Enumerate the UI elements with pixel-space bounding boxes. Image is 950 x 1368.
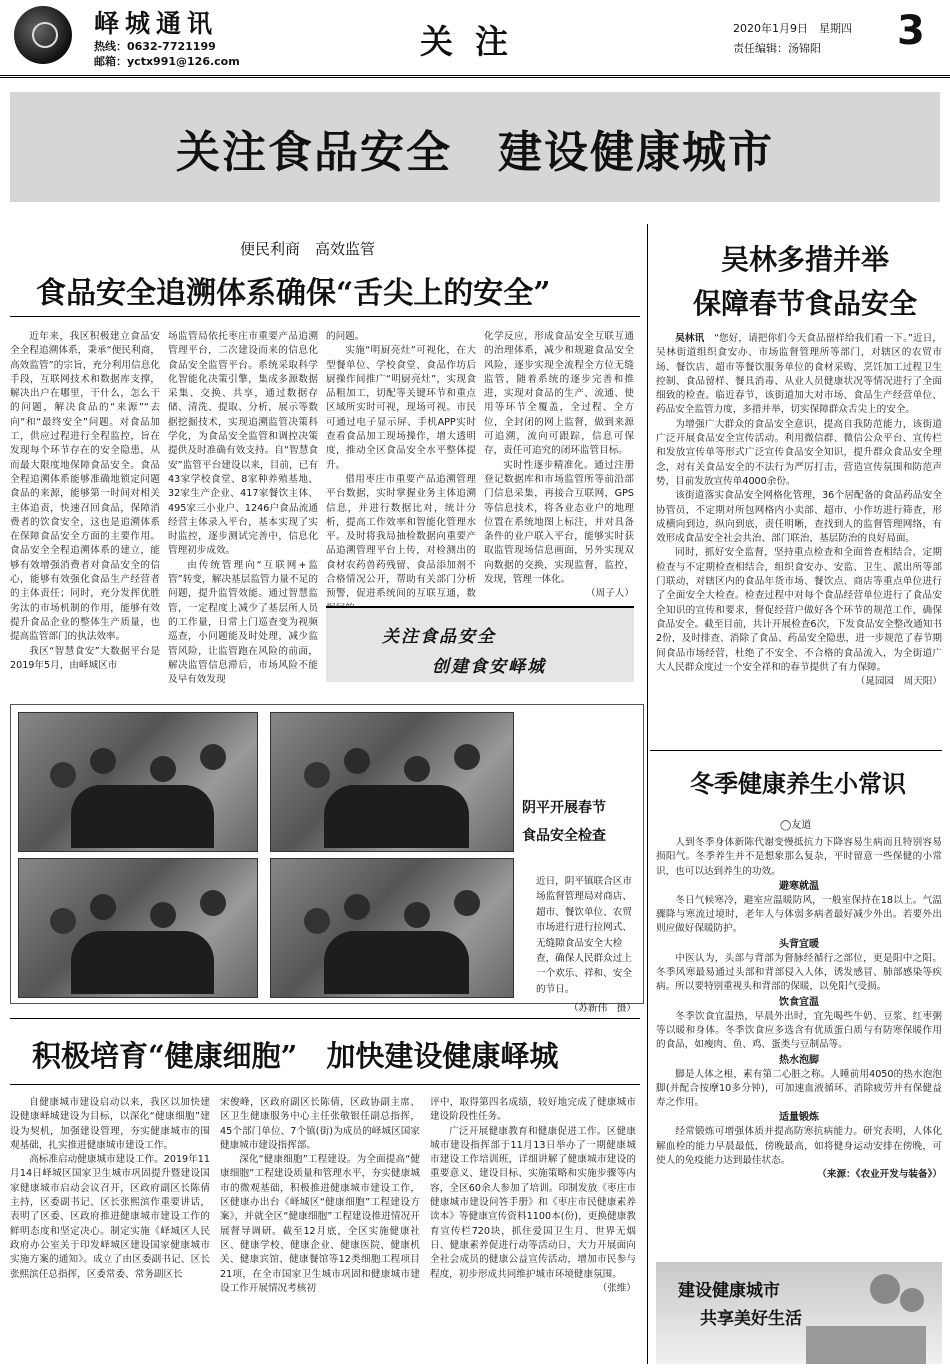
inspection-photo-2 xyxy=(270,712,514,852)
photo-story-caption: 近日，阴平镇联合区市场监督管理局对商店、超市、餐饮单位、农贸市场进行进行拉网式、无缝隙食品安全大检查，确保人民群众过上一个欢乐、祥和、安全的节日。 （苏新伟 摄） xyxy=(536,874,636,1017)
article1-col4: 化学反应，形成食品安全互联互通的治理体系，减少和规避食品安全风险，逐步实现全流程全方位无缝监管，随着系统的逐步完善和推进，实现对食品的生产、流通、使用等环节全覆盖，全过程、全方位，全封闭的网上监督，做到来源可追溯，流向可跟踪，信息可保存，责任可追究的闭环监管目标。 实时性逐步精准化。通过注册登记数据库和市场监管所等前沿部门信息采集，再接合互联网，GPS等信息技术，将各业态业户的地理位置在系统地图上标注，并对具备条件的业户联入平台，能够实时获取监管现场信息画面，另外实现双向数据的交换，实现监督，监控，发现，管理一体化。 （周子人） xyxy=(484,330,634,602)
right-article2-body: 人到冬季身体新陈代谢变慢抵抗力下降容易生病而且特别容易损阳气。冬季养生并不是想象那么复杂，平时留意一些保健的小常识，也可以达到养生的功效。 避寒就温 冬日气候寒冷，避室应温暖防风，一般室保持在18以上。气温骤降与寒流过境时，老年人与体弱多病者最好减少外出。若要外出则应做好保暖防护。 头背宜暖 中医认为，头部与背部为督脉经循行之部位，更是阳中之阳。冬季风寒最易通过头部和背部侵入人体，诱发感冒、肺部感染等疾病。所以要特别重视头和背部的保暖，以免阳气受损。 饮食宜温 冬季饮食宜温热，早晨外出时，宜先喝些牛奶、豆浆、红枣粥等以暖和身体。冬季饮食应多选含有优质蛋白质与有防寒保暖作用的食品，如瘦肉、鱼、鸡、蛋类与豆制品等。 热水泡脚 脚是人体之根，素有第二心脏之称。人睡前用4050的热水泡泡脚(并配合按摩10多分钟)，可加速血液循环、消除疲劳并有保健益寿之作用。 适量锻炼 经常锻炼可增强体质并提高防寒抗病能力。研究表明，人体化解血栓的能力早晨最低，傍晚最高，如将健身运动安排在傍晚，可使人的免疫能力达到最佳状态。 （来源：《农业开发与装备》） xyxy=(656,836,942,1183)
tree-icon xyxy=(870,1274,900,1304)
paper-name: 峄城通讯 xyxy=(94,9,219,38)
article1-headline: 食品安全追溯体系确保“舌尖上的安全” xyxy=(36,276,551,311)
article2-col3: 评中，取得第四名成绩，较好地完成了健康城市建设阶段性任务。 广泛开展健康教育和健康促进工作。区健康城市建设指挥部于11月13日举办了一期健康城市建设工作培训班，详细讲解了健康城市建设的重要意义、建设目标、实施策略和实施步骤等内容，全区60余人参加了培训。印制发放《枣庄市健康城市建设问答手册》和《枣庄市民健康素养读本》等健康宣传资料1100本(份)，更换健康教育宣传栏720块，抓住爱国卫生月、世界无烟日、健康素养促进行动等活动日，大力开展面向全社会成员的健康公益宣传活动，增加市民参与程度，初步形成共同维护城市环境健康氛围。 （张维） xyxy=(430,1096,636,1296)
tree-icon xyxy=(900,1288,924,1312)
ad-line-1: 建设健康城市 xyxy=(678,1281,780,1301)
subhead-2: 头背宜暖 xyxy=(779,938,819,950)
photo-story-title: 阴平开展春节 食品安全检查 xyxy=(522,800,606,844)
inspection-photo-3 xyxy=(18,858,258,998)
right-article1-body: 吴林讯 “您好，请把你们今天食品留样给我们看一下。”近日，吴林街道组织食安办、市场监督管理所等部门，对辖区的农贸市场、餐饮店、超市等餐饮服务单位的食材采购、烹饪加工过程卫生控制、食品留样、餐具消毒、从业人员健康状况等情况进行了全面细致的检查。临近春节，该街道加大对市场、食品生产经营单位、药品安全监管力度，多措并举，切实保障群众舌尖上的安全。 为增强广大群众的食品安全意识，提高自我防范能力，该街道广泛开展食品安全宣传活动。利用微信群、微信公众平台、宣传栏和发放宣传单等形式广泛宣传食品安全知识，提升群众食品安全理念，对有关食品安全的不法行为严厉打击，营造宣传氛围和防范声势，目前发放宣传单4000余份。 该街道落实食品安全网格化管理，36个居配备的食品药品安全协管员，不定期对所包网格内小卖部、超市、小作坊进行筛查，形成横向到边，纵向到底，责任明晰，查找到人的监督管理网络，有效形成食品安全社会共治、部门联治，基层防治的良好局面。 同时，抓好安全监督，坚持重点检查和全面普查相结合，定期检查与不定期检查相结合，组织食安办、安监、卫生、派出所等部门联动，对辖区内的食品年货市场、餐饮点、商店等重点单位进行了全面安全大检查。检查过程中对每个食品经营单位进行了食品安全知识的宣传和要求，督促经营户做好各个环节的规范工作，确保食品安全。截至目前，共计开展检查6次，下发食品安全整改通知书2份，及时排查、消除了食品、药品安全隐患，进一步规范了春节期间食品市场经营，杜绝了不安全、不合格的食品流入，为全街道广大人民群众度过一个安全祥和的春节提供了有力保障。 （晁园园 周天阳） xyxy=(656,332,942,689)
article1-col3: 的问题。 实施“明厨亮灶”可视化，在大型餐单位、学校食堂、食品作坊后厨操作间推广“明厨亮灶”，实现食品粗加工，切配等关键环节和重点区域所实时可视，现场可视。市民可通过电子显示屏、手机APP实时查看食品加工现场操作，增大透明度，推动全区食品安全水平整体提升。 借用枣庄市重要产品追溯管理平台数据，实时掌握业务主体追溯信息，并进行数据比对，统计分析，提高工作效率和智能化管理水平。及时将我局抽检数据向重要产品追溯管理平台上传，对检测出的食材农药兽药残留、食品添加剂不合格情况公开，帮助有关部门分析预警，促进系统间的互联互通，数 xyxy=(326,331,476,600)
article2-col1: 自健康城市建设启动以来，我区以加快建设健康峄城建设为目标，以深化“健康细胞”建设为契机，加强建设管理，夯实健康城市的围观基础，扎实推进健康城市建设工作。 高标准启动健康城市建设工作。2019年11月14日峄城区国家卫生城市巩固提升暨建设国家健康城市启动会议召开，区政府副区长陈倩主持，区委副书记、区长张熙滨作重要讲话，表明了区委、区政府推进健康城市建设工作的鲜明态度和坚定决心。制定实施《峄城区人民政府办公室关于印发峄城区建设国家健康城市实施方案的通知》。成立了由区委副书记、区长张熙滨任总指挥，区委常委、常务副区长 xyxy=(10,1097,210,1280)
subhead-1: 避寒就温 xyxy=(779,880,819,892)
email: 邮箱：yctx991@126.com xyxy=(94,55,240,68)
health-city-ad xyxy=(656,1262,942,1364)
right-article2-author: ◯友道 xyxy=(780,820,812,831)
banner xyxy=(10,92,940,202)
article2-col2: 宋俊峰，区政府副区长陈倩，区政协副主席、区卫生健康服务中心主任张敬银任副总指挥，45个部门单位、7个镇(街)为成员的峄城区国家健康城市建设指挥部。 深化“健康细胞”工程建设。为全面提高“健康细胞”工程建设质量和管理水平，夯实健康城市的微观基础，积极推进健康城市建设工作，区健康办出台《峄城区“健康细胞”工程建设方案》，并就全区“健康细胞”工程建设推进情况开展督导调研。截至12月底，全区实施健康社区、健康学校、健康企业、健康医院、健康机关、健康宾馆、健康餐馆等12类细胞工程项目21项，在全市国家卫生城市巩固和健康城市建设工作开展情况考核初 xyxy=(220,1097,420,1294)
article2-headline: 积极培育“健康细胞” 加快建设健康峄城 xyxy=(32,1039,559,1073)
subhead-4: 热水泡脚 xyxy=(779,1054,819,1066)
pomegranate-logo-icon xyxy=(14,6,72,64)
article1-col2: 场监管局依托枣庄市重要产品追溯管理平台，二次建设而来的信息化食品安全监管平台。系统采取科学化智能化决策引擎，集成多源数据采集、交换、共享，通过数据存储、清洗、提取、分析，展示等数据挖掘技术，实现追溯监管决策科学化，为食品安全监管和调控决策提供及时准确有效支持。自“智慧食安”监管平台建设以来，目前，已有43家学校食堂、8家种养殖基地、32家生产企业、417家餐饮主体、495家三小业户、1246户食品流通经营主体录入平台，基本实现了实时监控，逐步测试完善中，信息化管理初步成效。 由传统管理向“互联网+监管”转变，解决基层监管力量不足的问题，提升监管效能。通过智慧监管，一定程度上减少了基层所人员的工作量，日常上门巡查变为视频巡查，小问题能及时处理，减少监管风险，让监管跑在风险的前面，解决监管信息滞后，市场风险不能及早有效发现 xyxy=(168,331,318,686)
right-article1-byline: （晁园园 周天阳） xyxy=(855,676,942,688)
city-skyline-icon xyxy=(806,1326,926,1364)
subhead-5: 适量锻炼 xyxy=(779,1112,819,1124)
hotline: 热线：0632-7721199 xyxy=(94,40,216,53)
banner-title: 关注食品安全 建设健康城市 xyxy=(176,127,774,178)
right-article2-title: 冬季健康养生小常识 xyxy=(690,769,906,798)
slogan-line2: 创建食安峄城 xyxy=(432,657,546,677)
article1-byline: （周子人） xyxy=(586,588,634,600)
ad-line-2: 共享美好生活 xyxy=(700,1309,802,1329)
dateline: 吴林讯 xyxy=(675,333,705,344)
article1-kicker: 便民利商 高效监管 xyxy=(240,240,376,258)
slogan-box xyxy=(326,606,634,682)
issue-date: 2020年1月9日 星期四 xyxy=(733,22,852,35)
section-title: 关注 xyxy=(420,22,530,61)
slogan-line1: 关注食品安全 xyxy=(382,627,496,647)
right-article1-title: 吴林多措并举 保障春节食品安全 xyxy=(692,243,917,320)
right-article2-source: （来源：《农业开发与装备》） xyxy=(817,1169,942,1181)
inspection-photo-4 xyxy=(270,858,514,998)
article2-byline: （张维） xyxy=(597,1282,636,1294)
inspection-photo-1 xyxy=(18,712,258,852)
editor-credit: 责任编辑：汤锦阳 xyxy=(733,42,821,55)
page-number: 3 xyxy=(897,8,925,54)
subhead-3: 饮食宜温 xyxy=(779,996,819,1008)
article1-col1: 近年来，我区积极建立食品安全全程追溯体系，秉承“便民利商，高效监管”的宗旨，充分利用信息化手段，互联网技术和数据库支撑，解决出户在哪里，干什么，怎么干的问题，解决食品的“来源”“去向”和“最终安全”问题。对食品加工，供应过程进行全程监控，旨在发现每个环节存在的安全隐患，从而最大限度地保障食品安全。食品全程追溯体系能够准确地锁定问题食品的来源，能够第一时间对相关主体追责，快速召回食品，保障消费者的饮食安全，这也是追溯体系在保障食品安全方面的主要作用。食品安全全程追溯体系的建立，能够有效增强消费者对食品安全的信心，能够有效强化食品生产经营者的主体责任；同时，充分发挥优胜劣汰的市场机制的作用，能够有效提升食品企业的整体生产质量，也提高监管部门的执法效率。 我区“智慧食安”大数据平台是2019年5月，由峄城区市 xyxy=(10,331,160,671)
photo-credit: （苏新伟 摄） xyxy=(568,1003,636,1015)
